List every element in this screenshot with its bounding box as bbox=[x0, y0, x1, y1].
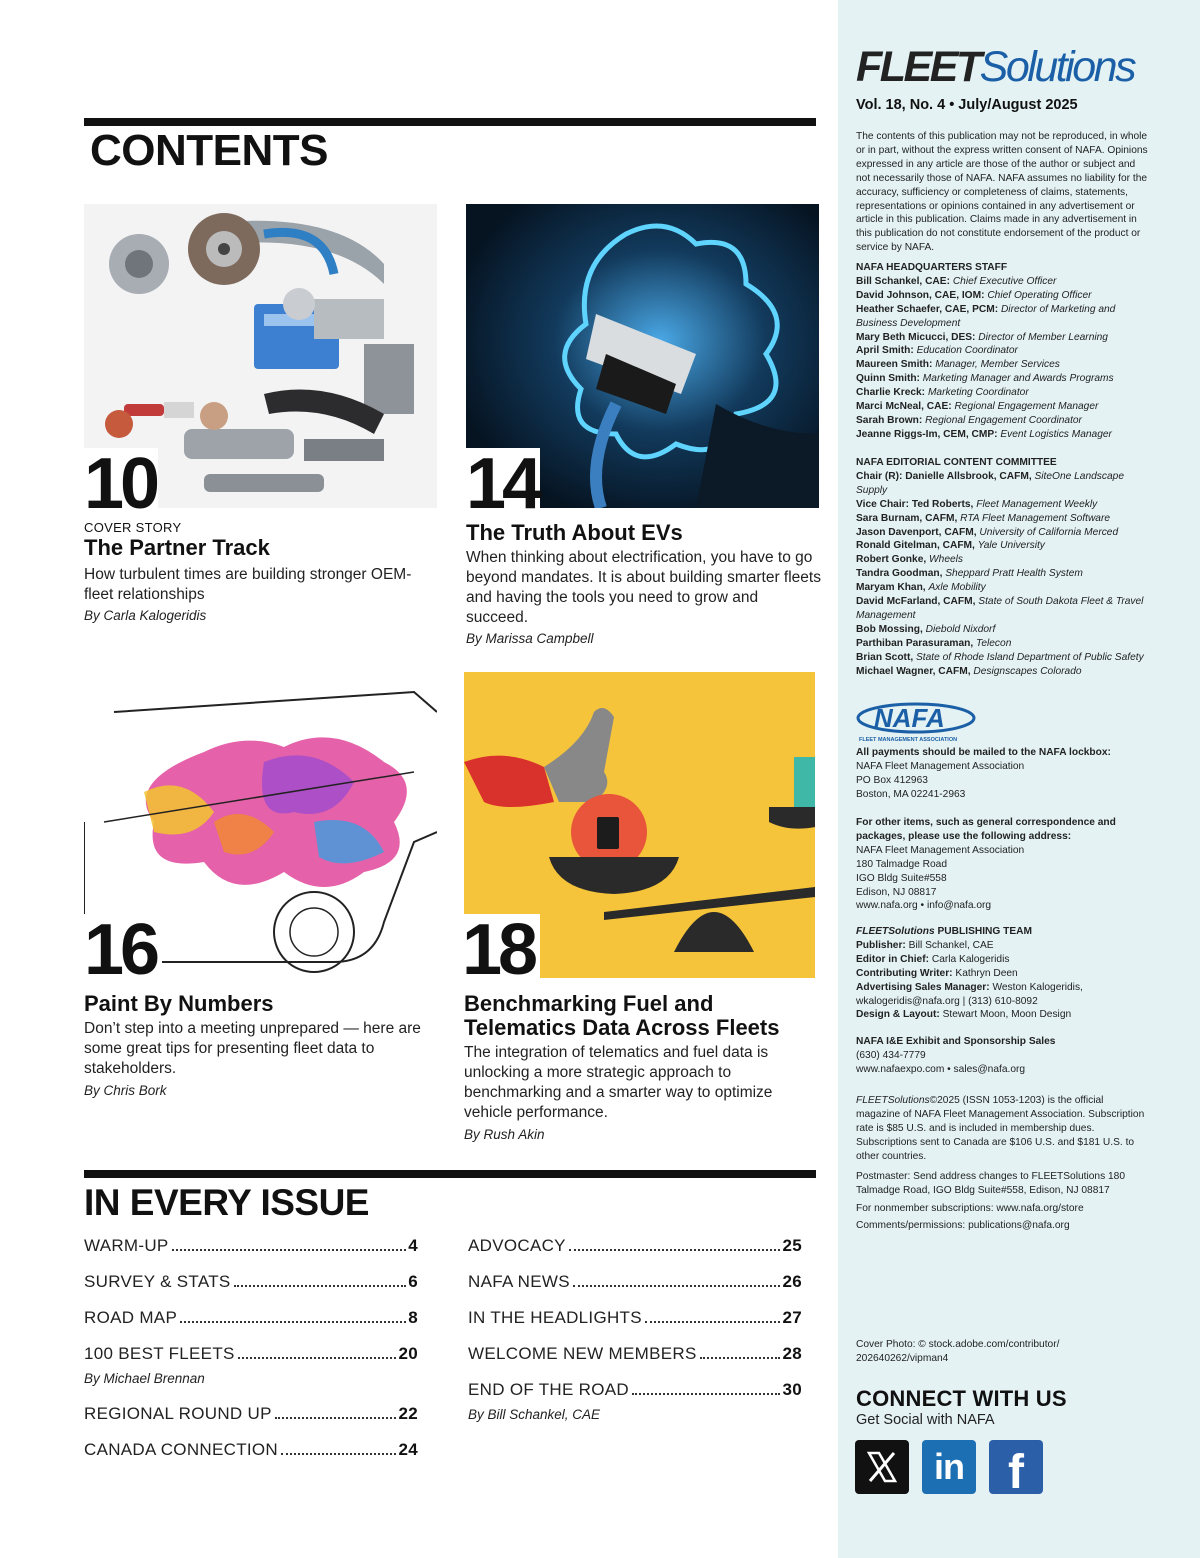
hq-staff-heading: NAFA HEADQUARTERS STAFF bbox=[856, 262, 1008, 273]
staff-entry: Michael Wagner, CAFM, Designscapes Colorado bbox=[856, 665, 1082, 677]
toc-leader-dots bbox=[645, 1321, 781, 1323]
article-byline-truth-evs: By Marissa Campbell bbox=[466, 631, 594, 646]
exhibit-heading: NAFA I&E Exhibit and Sponsorship Sales bbox=[856, 1036, 1056, 1047]
toc-item[interactable] bbox=[468, 1272, 802, 1294]
toc-label: END OF THE ROAD bbox=[468, 1380, 629, 1399]
publishing-entry: Publisher: Bill Schankel, CAE bbox=[856, 939, 994, 951]
toc-leader-dots bbox=[632, 1393, 781, 1395]
toc-leader-dots bbox=[234, 1285, 407, 1287]
publishing-entry: Design & Layout: Stewart Moon, Moon Design bbox=[856, 1009, 1072, 1021]
toc-item[interactable] bbox=[84, 1344, 418, 1366]
exhibit-links[interactable]: www.nafaexpo.com • sales@nafa.org bbox=[856, 1063, 1026, 1075]
hq-staff-block bbox=[856, 261, 1156, 442]
address-line: 180 Talmadge Road bbox=[856, 858, 947, 870]
toc-page-number: 30 bbox=[782, 1380, 802, 1399]
staff-entry: Bob Mossing, Diebold Nixdorf bbox=[856, 623, 996, 635]
connect-subtitle: Get Social with NAFA bbox=[856, 1412, 995, 1428]
toc-page-number: 6 bbox=[408, 1272, 418, 1291]
nonmember-text[interactable]: For nonmember subscriptions: www.nafa.org/store bbox=[856, 1203, 1084, 1214]
toc-item[interactable] bbox=[84, 1308, 418, 1330]
payments-line: Boston, MA 02241-2963 bbox=[856, 788, 966, 800]
toc-page-number: 8 bbox=[408, 1308, 418, 1327]
staff-entry: Sarah Brown: Regional Engagement Coordinator bbox=[856, 414, 1082, 426]
toc-byline: By Michael Brennan bbox=[84, 1371, 205, 1386]
toc-page-number: 27 bbox=[782, 1308, 802, 1327]
staff-entry: Robert Gonke, Wheels bbox=[856, 554, 964, 566]
nafa-logo-text: NAFA bbox=[874, 703, 945, 733]
article-desc-truth-evs: When thinking about electrification, you have to go beyond mandates. It is about building smarter fleets and having the tools you need to grow and succeed. bbox=[466, 549, 821, 626]
staff-entry: Chair (R): Danielle Allsbrook, CAFM, SiteOne Landscape Supply bbox=[856, 470, 1124, 496]
staff-entry: Maureen Smith: Manager, Member Services bbox=[856, 359, 1060, 371]
article-desc-benchmarking: The integration of telematics and fuel data is unlocking a more strategic approach to benchmarking and a smarter way to optimize vehicle performance. bbox=[464, 1044, 773, 1121]
toc-label: IN THE HEADLIGHTS bbox=[468, 1308, 642, 1327]
toc-item[interactable] bbox=[84, 1236, 418, 1258]
staff-entry: Jason Davenport, CAFM, University of California Merced bbox=[856, 526, 1119, 538]
staff-entry: April Smith: Education Coordinator bbox=[856, 345, 1018, 357]
toc-item[interactable] bbox=[468, 1236, 802, 1258]
page-number-18: 18 bbox=[462, 914, 540, 986]
linkedin-icon[interactable]: in bbox=[922, 1440, 976, 1494]
payments-heading: All payments should be mailed to the NAFA lockbox: bbox=[856, 747, 1111, 758]
publishing-entry: Contributing Writer: Kathryn Deen bbox=[856, 967, 1018, 979]
comments-text[interactable]: Comments/permissions: publications@nafa.org bbox=[856, 1220, 1070, 1231]
toc-label: CANADA CONNECTION bbox=[84, 1440, 279, 1459]
x-icon[interactable] bbox=[855, 1440, 909, 1494]
contact-links[interactable]: www.nafa.org • info@nafa.org bbox=[856, 900, 992, 912]
page-number-16: 16 bbox=[84, 914, 162, 986]
staff-entry: Brian Scott, State of Rhode Island Department of Public Safety bbox=[856, 651, 1144, 663]
toc-item[interactable] bbox=[468, 1308, 802, 1330]
address-line: IGO Bldg Suite#558 bbox=[856, 872, 947, 884]
toc-item[interactable] bbox=[84, 1404, 418, 1426]
toc-item[interactable] bbox=[84, 1440, 418, 1462]
toc-leader-dots bbox=[180, 1321, 406, 1323]
cover-story-kicker: COVER STORY bbox=[84, 520, 182, 535]
toc-leader-dots bbox=[238, 1357, 397, 1359]
article-title-benchmarking[interactable]: Benchmarking Fuel and Telematics Data Across Fleets bbox=[464, 991, 780, 1040]
toc-label: ROAD MAP bbox=[84, 1308, 178, 1327]
toc-label: SURVEY & STATS bbox=[84, 1272, 231, 1291]
toc-label: ADVOCACY bbox=[468, 1236, 566, 1255]
staff-entry: Heather Schaefer, CAE, PCM: Director of Marketing and Business Development bbox=[856, 303, 1116, 329]
toc-label: WELCOME NEW MEMBERS bbox=[468, 1344, 697, 1363]
staff-entry: Sara Burnam, CAFM, RTA Fleet Management Software bbox=[856, 512, 1111, 524]
article-byline-paint-by-numbers: By Chris Bork bbox=[84, 1083, 167, 1098]
staff-entry: Quinn Smith: Marketing Manager and Awards Programs bbox=[856, 373, 1114, 385]
postmaster-text: Postmaster: Send address changes to FLEETSolutions 180 Talmadge Road, IGO Bldg Suite#558, Edison, NJ 08817 bbox=[856, 1171, 1125, 1196]
publishing-heading: FLEETSolutions PUBLISHING TEAM bbox=[856, 926, 1033, 937]
payments-line: PO Box 412963 bbox=[856, 774, 928, 786]
every-issue-rule bbox=[84, 1170, 816, 1178]
article-byline-benchmarking: By Rush Akin bbox=[464, 1127, 545, 1142]
exhibit-phone: (630) 434-7779 bbox=[856, 1049, 926, 1061]
nafa-logo bbox=[856, 700, 980, 744]
publishing-entry: Editor in Chief: Carla Kalogeridis bbox=[856, 953, 1010, 965]
toc-page-number: 24 bbox=[398, 1440, 418, 1459]
staff-entry: Jeanne Riggs-Im, CEM, CMP: Event Logistics Manager bbox=[856, 428, 1112, 440]
toc-page-number: 26 bbox=[782, 1272, 802, 1291]
page-number-14: 14 bbox=[466, 444, 539, 524]
staff-entry: Mary Beth Micucci, DES: Director of Member Learning bbox=[856, 331, 1108, 343]
staff-entry: Vice Chair: Ted Roberts, Fleet Management Weekly bbox=[856, 498, 1098, 510]
toc-page-number: 4 bbox=[408, 1236, 418, 1255]
correspondence-block bbox=[856, 816, 1152, 913]
page-number-10: 10 bbox=[84, 444, 157, 524]
exhibit-block bbox=[856, 1035, 1156, 1077]
staff-entry: Bill Schankel, CAE: Chief Executive Officer bbox=[856, 275, 1057, 287]
cover-photo-credit: Cover Photo: © stock.adobe.com/contributor/ 202640262/vipman4 bbox=[856, 1339, 1060, 1364]
toc-leader-dots bbox=[281, 1453, 396, 1455]
facebook-icon[interactable]: f bbox=[989, 1440, 1043, 1494]
staff-entry: Tandra Goodman, Sheppard Pratt Health System bbox=[856, 568, 1083, 580]
toc-label: 100 BEST FLEETS bbox=[84, 1344, 235, 1363]
toc-label: WARM-UP bbox=[84, 1236, 169, 1255]
issue-volume: Vol. 18, No. 4 • July/August 2025 bbox=[856, 97, 1078, 113]
staff-entry: David Johnson, CAE, IOM: Chief Operating Officer bbox=[856, 289, 1092, 301]
payments-block bbox=[856, 746, 1156, 802]
toc-leader-dots bbox=[172, 1249, 407, 1251]
staff-entry: Maryam Khan, Axle Mobility bbox=[856, 582, 986, 594]
toc-label: NAFA NEWS bbox=[468, 1272, 570, 1291]
article-title-partner-track[interactable]: The Partner Track bbox=[84, 535, 270, 560]
toc-byline: By Bill Schankel, CAE bbox=[468, 1407, 601, 1422]
staff-entry: David McFarland, CAFM, State of South Dakota Fleet & Travel Management bbox=[856, 596, 1144, 621]
toc-leader-dots bbox=[700, 1357, 781, 1359]
disclaimer-text: The contents of this publication may not be reproduced, in whole or in part, without the express written consent of NAFA. Opinions expressed in any article are those of the author or subject and not necessarily those of NAFA. NAFA assumes no liability for the accuracy, sufficiency or completeness of claims, statements, representations or opinions contained in any advertisement or article in this publication. Claims made in any advertisement in this publication do not constitute endorsement of the product or service by NAFA. bbox=[856, 131, 1148, 254]
article-byline-partner-track: By Carla Kalogeridis bbox=[84, 608, 207, 623]
toc-page-number: 28 bbox=[782, 1344, 802, 1363]
toc-page-number: 22 bbox=[398, 1404, 418, 1423]
copyright-block: FLEETSolutions©2025 (ISSN 1053-1203) is the official magazine of NAFA Fleet Management Association. Subscription rate is $85 U.S. and is included in membership dues. Subscriptions sent to Canada are $106 U.S. and $181 U.S. to other countries. bbox=[856, 1095, 1145, 1162]
staff-entry: Marci McNeal, CAE: Regional Engagement Manager bbox=[856, 401, 1099, 413]
toc-leader-dots bbox=[569, 1249, 781, 1251]
staff-entry: Ronald Gitelman, CAFM, Yale University bbox=[856, 540, 1045, 552]
masthead-sidebar bbox=[838, 0, 1200, 1558]
toc-item[interactable] bbox=[84, 1272, 418, 1294]
staff-entry: Charlie Kreck: Marketing Coordinator bbox=[856, 387, 1029, 399]
contents-title: CONTENTS bbox=[90, 126, 328, 175]
top-rule bbox=[84, 118, 816, 126]
address-line: Edison, NJ 08817 bbox=[856, 886, 937, 898]
toc-page-number: 20 bbox=[398, 1344, 418, 1363]
committee-block bbox=[856, 456, 1156, 679]
nafa-logo-sub: FLEET MANAGEMENT ASSOCIATION bbox=[859, 737, 958, 743]
toc-item[interactable] bbox=[468, 1380, 802, 1402]
connect-title: CONNECT WITH US bbox=[856, 1386, 1067, 1411]
correspondence-heading: For other items, such as general correspondence and packages, please use the following address: bbox=[856, 817, 1116, 842]
payments-line: NAFA Fleet Management Association bbox=[856, 760, 1025, 772]
article-title-truth-evs[interactable]: The Truth About EVs bbox=[466, 520, 683, 545]
publishing-block bbox=[856, 925, 1152, 1022]
toc-page-number: 25 bbox=[782, 1236, 802, 1255]
toc-leader-dots bbox=[573, 1285, 781, 1287]
staff-entry: Parthiban Parasuraman, Telecon bbox=[856, 637, 1012, 649]
article-title-paint-by-numbers[interactable]: Paint By Numbers bbox=[84, 991, 274, 1016]
toc-label: REGIONAL ROUND UP bbox=[84, 1404, 272, 1423]
toc-leader-dots bbox=[275, 1417, 397, 1419]
committee-heading: NAFA EDITORIAL CONTENT COMMITTEE bbox=[856, 457, 1057, 468]
toc-item[interactable] bbox=[468, 1344, 802, 1366]
publishing-entry: Advertising Sales Manager: Weston Kalogeridis, wkalogeridis@nafa.org | (313) 610-8092 bbox=[856, 981, 1083, 1007]
article-desc-partner-track: How turbulent times are building stronger OEM-fleet relationships bbox=[84, 566, 412, 603]
in-every-issue-title: IN EVERY ISSUE bbox=[84, 1182, 369, 1223]
address-line: NAFA Fleet Management Association bbox=[856, 844, 1025, 856]
fleetsolutions-logo: FLEETSolutions bbox=[856, 43, 1135, 91]
article-desc-paint-by-numbers: Don’t step into a meeting unprepared — here are some great tips for presenting fleet data to stakeholders. bbox=[84, 1020, 421, 1077]
